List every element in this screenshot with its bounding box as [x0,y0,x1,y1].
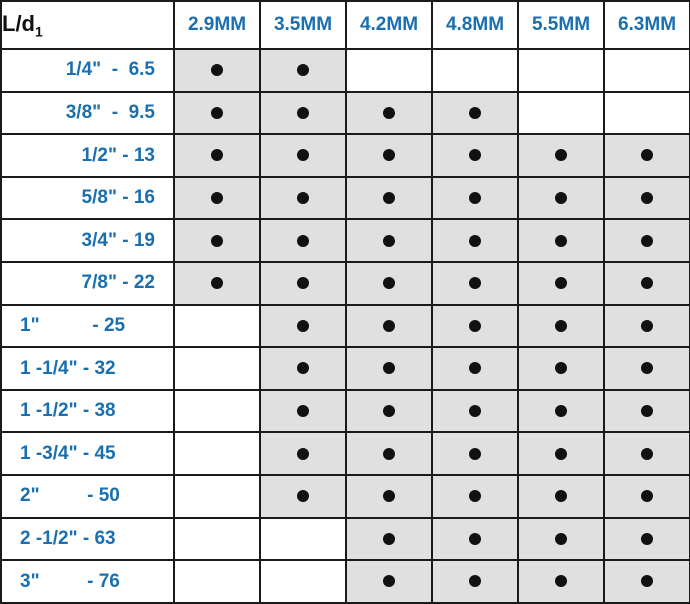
available-cell [346,390,432,433]
available-cell [346,475,432,518]
row-label: 1 -1/4" - 32 [1,347,174,390]
available-cell [432,347,518,390]
availability-dot-icon [297,235,309,247]
empty-cell [174,560,260,603]
column-header-6-3mm: 6.3MM [604,1,690,49]
availability-dot-icon [469,405,481,417]
availability-dot-icon [297,405,309,417]
available-cell [432,518,518,561]
available-cell [174,49,260,92]
available-cell [518,560,604,603]
table-row [1,347,690,390]
availability-dot-icon [469,235,481,247]
availability-dot-icon [469,107,481,119]
availability-dot-icon [641,149,653,161]
availability-dot-icon [383,405,395,417]
availability-dot-icon [211,64,223,76]
corner-label: L/d [2,10,35,36]
table-row [1,134,690,177]
availability-dot-icon [555,235,567,247]
available-cell [174,92,260,135]
availability-dot-icon [469,149,481,161]
available-cell [346,262,432,305]
availability-dot-icon [555,149,567,161]
availability-dot-icon [297,192,309,204]
available-cell [346,92,432,135]
available-cell [604,432,690,475]
availability-dot-icon [555,320,567,332]
table-row [1,49,690,92]
availability-dot-icon [469,362,481,374]
availability-dot-icon [383,448,395,460]
availability-dot-icon [383,149,395,161]
available-cell [260,475,346,518]
availability-dot-icon [555,192,567,204]
available-cell [346,134,432,177]
availability-dot-icon [297,64,309,76]
row-label: 1/4" - 6.5 [1,49,174,92]
available-cell [432,432,518,475]
available-cell [260,177,346,220]
empty-cell [174,347,260,390]
availability-dot-icon [641,405,653,417]
availability-dot-icon [383,107,395,119]
availability-dot-icon [211,192,223,204]
availability-dot-icon [297,320,309,332]
available-cell [260,219,346,262]
availability-dot-icon [297,362,309,374]
row-label: 1 -3/4" - 45 [1,432,174,475]
available-cell [260,262,346,305]
available-cell [432,262,518,305]
row-label: 1/2" - 13 [1,134,174,177]
available-cell [432,390,518,433]
availability-dot-icon [383,277,395,289]
header-row [1,1,690,49]
available-cell [518,432,604,475]
table-row [1,390,690,433]
availability-dot-icon [469,490,481,502]
availability-dot-icon [555,405,567,417]
table-row [1,177,690,220]
available-cell [260,432,346,475]
availability-dot-icon [555,362,567,374]
available-cell [432,305,518,348]
available-cell [346,219,432,262]
availability-dot-icon [211,149,223,161]
empty-cell [174,432,260,475]
availability-dot-icon [469,192,481,204]
empty-cell [174,475,260,518]
available-cell [518,177,604,220]
row-label: 7/8" - 22 [1,262,174,305]
available-cell [604,305,690,348]
empty-cell [260,560,346,603]
availability-dot-icon [555,277,567,289]
available-cell [518,390,604,433]
available-cell [346,518,432,561]
row-label: 3/4" - 19 [1,219,174,262]
available-cell [346,177,432,220]
availability-dot-icon [383,575,395,587]
corner-header [1,1,174,49]
available-cell [432,475,518,518]
available-cell [432,92,518,135]
column-header-3-5mm: 3.5MM [260,1,346,49]
availability-dot-icon [641,490,653,502]
available-cell [174,262,260,305]
available-cell [518,305,604,348]
available-cell [604,177,690,220]
empty-cell [174,390,260,433]
empty-cell [346,49,432,92]
available-cell [518,475,604,518]
column-header-5-5mm: 5.5MM [518,1,604,49]
available-cell [604,219,690,262]
row-label: 2 -1/2" - 63 [1,518,174,561]
availability-dot-icon [211,107,223,119]
available-cell [346,305,432,348]
availability-dot-icon [641,235,653,247]
available-cell [174,177,260,220]
availability-dot-icon [469,575,481,587]
empty-cell [174,518,260,561]
table-body [1,49,690,603]
availability-dot-icon [383,320,395,332]
availability-dot-icon [555,448,567,460]
availability-dot-icon [297,448,309,460]
empty-cell [174,305,260,348]
column-header-4-2mm: 4.2MM [346,1,432,49]
available-cell [604,262,690,305]
available-cell [346,432,432,475]
availability-dot-icon [297,149,309,161]
availability-dot-icon [297,107,309,119]
availability-dot-icon [641,448,653,460]
available-cell [604,390,690,433]
available-cell [518,347,604,390]
availability-dot-icon [555,575,567,587]
availability-dot-icon [383,235,395,247]
availability-dot-icon [211,235,223,247]
available-cell [346,560,432,603]
availability-dot-icon [469,277,481,289]
available-cell [260,49,346,92]
row-label: 1 -1/2" - 38 [1,390,174,433]
available-cell [518,518,604,561]
table-row [1,92,690,135]
table-row [1,475,690,518]
availability-dot-icon [211,277,223,289]
available-cell [604,475,690,518]
availability-dot-icon [641,320,653,332]
empty-cell [260,518,346,561]
availability-dot-icon [641,362,653,374]
availability-dot-icon [297,277,309,289]
empty-cell [604,49,690,92]
available-cell [604,560,690,603]
empty-cell [518,49,604,92]
available-cell [260,305,346,348]
availability-dot-icon [383,490,395,502]
available-cell [518,262,604,305]
column-header-4-8mm: 4.8MM [432,1,518,49]
table-row [1,262,690,305]
available-cell [518,134,604,177]
table-row [1,518,690,561]
table-row [1,560,690,603]
available-cell [432,134,518,177]
row-label: 3" - 76 [1,560,174,603]
availability-dot-icon [383,533,395,545]
available-cell [174,134,260,177]
available-cell [260,390,346,433]
row-label: 5/8" - 16 [1,177,174,220]
row-label: 2" - 50 [1,475,174,518]
column-header-2-9mm: 2.9MM [174,1,260,49]
availability-dot-icon [469,533,481,545]
available-cell [260,92,346,135]
available-cell [604,134,690,177]
available-cell [604,518,690,561]
available-cell [432,177,518,220]
availability-dot-icon [555,490,567,502]
table-row [1,219,690,262]
available-cell [432,560,518,603]
available-cell [260,347,346,390]
availability-dot-icon [297,490,309,502]
availability-dot-icon [641,575,653,587]
table-row [1,305,690,348]
empty-cell [432,49,518,92]
availability-dot-icon [641,533,653,545]
available-cell [260,134,346,177]
availability-dot-icon [469,320,481,332]
corner-subscript: 1 [35,23,43,40]
availability-dot-icon [383,362,395,374]
availability-dot-icon [383,192,395,204]
empty-cell [604,92,690,135]
row-label: 1" - 25 [1,305,174,348]
table-row [1,432,690,475]
availability-dot-icon [641,277,653,289]
available-cell [174,219,260,262]
row-label: 3/8" - 9.5 [1,92,174,135]
available-cell [604,347,690,390]
available-cell [432,219,518,262]
availability-dot-icon [641,192,653,204]
availability-dot-icon [469,448,481,460]
empty-cell [518,92,604,135]
availability-dot-icon [555,533,567,545]
available-cell [346,347,432,390]
available-cell [518,219,604,262]
